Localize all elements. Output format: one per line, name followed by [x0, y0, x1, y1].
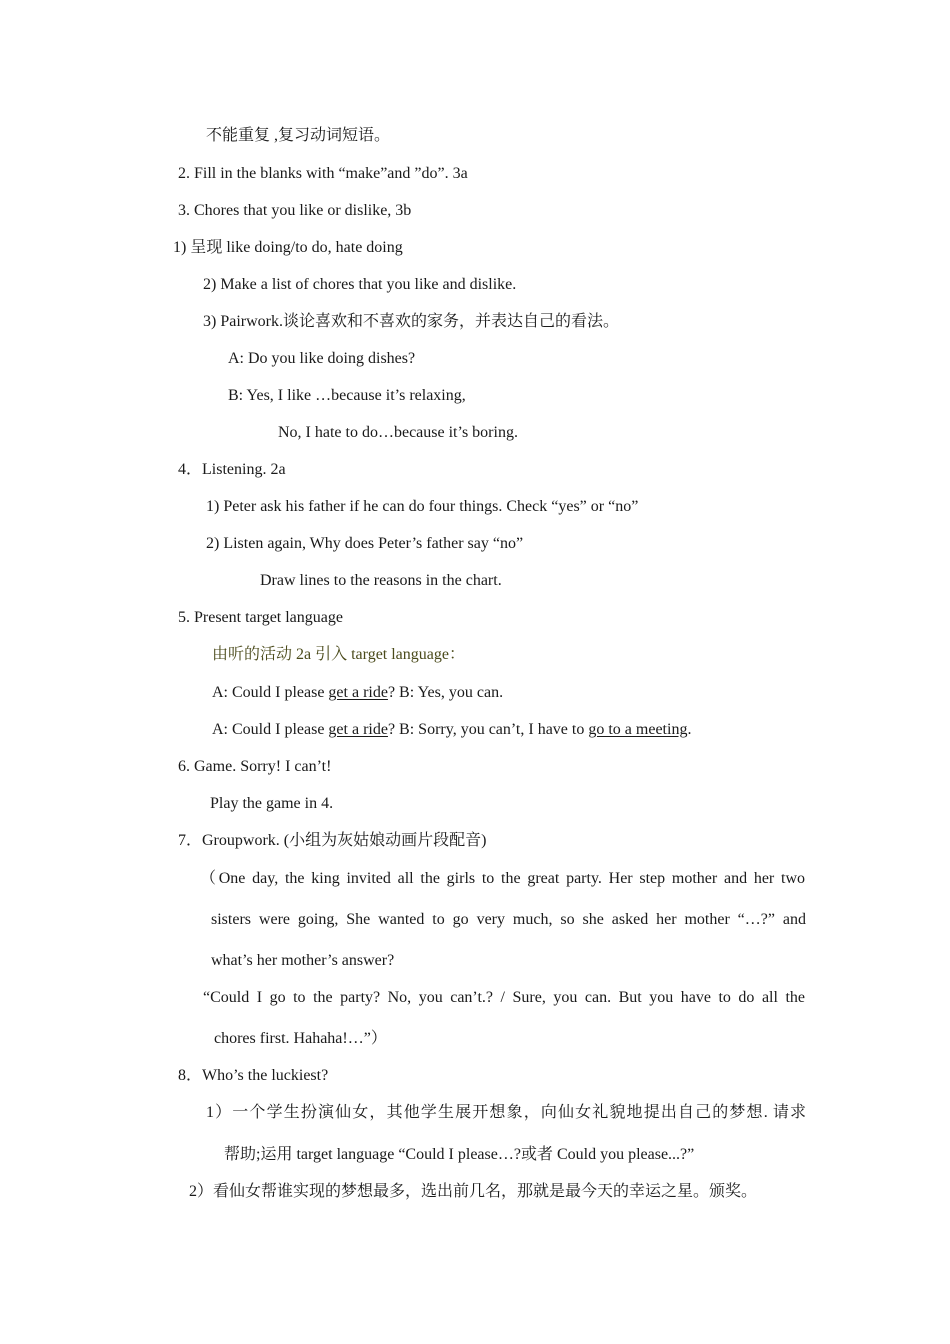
text-line-1: 不能重复 ,复习动词短语。 — [206, 127, 391, 144]
item-2: 2. Fill in the blanks with “make”and ”do”. 3a — [178, 165, 468, 182]
item-3: 3. Chores that you like or dislike, 3b — [178, 202, 412, 219]
item-4-2-cont: Draw lines to the reasons in the chart. — [260, 572, 502, 589]
story-line-2: sisters were going, She wanted to go very much, so she asked her mother “…?” and — [211, 911, 806, 928]
story-line-1: （One day, the king invited all the girls to the great party. Her step mother and her two — [200, 870, 806, 887]
item-4-1: 1) Peter ask his father if he can do four things. Check “yes” or “no” — [206, 498, 639, 515]
example-1-phrase: get a ride — [328, 684, 388, 701]
dialog-b: B: Yes, I like …because it’s relaxing, — [228, 387, 466, 404]
item-6-detail: Play the game in 4. — [210, 795, 334, 812]
item-4-2: 2) Listen again, Why does Peter’s father say “no” — [206, 535, 524, 552]
story-line-3: what’s her mother’s answer? — [211, 952, 395, 969]
example-2-e: . — [687, 721, 692, 738]
item-7: 7．Groupwork. (小组为灰姑娘动画片段配音) — [178, 832, 487, 849]
example-2-a: A: Could I please — [212, 721, 329, 738]
story-line-4: “Could I go to the party? No, you can’t.? / Sure, you can. But you have to do all the — [203, 989, 805, 1006]
item-3-1: 1) 呈现 like doing/to do, hate doing — [173, 239, 403, 256]
example-1-c: ? B: Yes, you can. — [387, 684, 504, 701]
example-2-phrase-2: go to a meeting — [588, 721, 688, 738]
example-1 — [212, 683, 503, 703]
item-3-2: 2) Make a list of chores that you like and dislike. — [203, 276, 517, 293]
item-8: 8．Who’s the luckiest? — [178, 1067, 329, 1084]
item-8-2: 2）看仙女帮谁实现的梦想最多，选出前几名，那就是最今天的幸运之星。颁奖。 — [189, 1183, 758, 1200]
example-2 — [212, 720, 691, 740]
item-3-3: 3) Pairwork.谈论喜欢和不喜欢的家务，并表达自己的看法。 — [203, 313, 619, 330]
example-1-a: A: Could I please — [212, 684, 329, 701]
item-5: 5. Present target language — [178, 609, 343, 626]
dialog-a: A: Do you like doing dishes? — [228, 350, 416, 367]
story-line-5: chores first. Hahaha!…”） — [214, 1030, 387, 1047]
item-8-1: 1）一个学生扮演仙女，其他学生展开想象，向仙女礼貌地提出自己的梦想. 请求 — [206, 1104, 806, 1121]
dialog-b-cont: No, I hate to do…because it’s boring. — [278, 424, 518, 441]
item-5-intro: 由听的活动 2a 引入 target language： — [212, 646, 465, 663]
item-4: 4．Listening. 2a — [178, 461, 286, 478]
example-2-phrase: get a ride — [328, 721, 388, 738]
example-2-c: ? B: Sorry, you can’t, I have to — [387, 721, 589, 738]
item-6: 6. Game. Sorry! I can’t! — [178, 758, 332, 775]
item-8-1-cont: 帮助;运用 target language “Could I please…?或者 Could you please...?” — [224, 1146, 695, 1163]
